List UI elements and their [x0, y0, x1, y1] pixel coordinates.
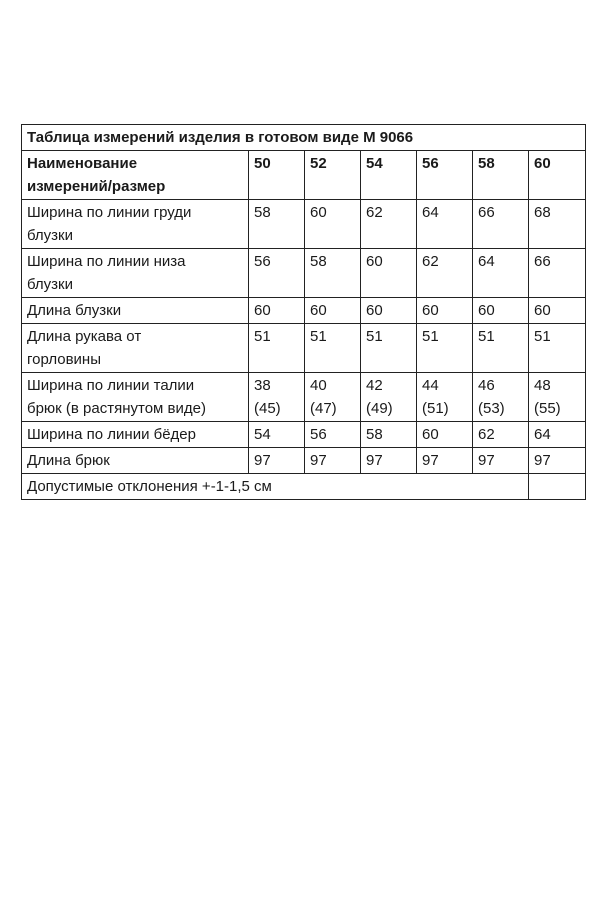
value-main: 42: [366, 377, 383, 394]
header-label-line2: измерений/размер: [27, 178, 166, 195]
size-header-cell: 50: [249, 151, 305, 200]
header-label-line1: Наименование: [27, 155, 138, 172]
table-title: Таблица измерений изделия в готовом виде М 9066: [22, 125, 586, 151]
measurement-sheet: [21, 124, 585, 500]
value-cell: 56: [305, 422, 361, 448]
row-label-cell: [22, 324, 249, 373]
header-label-cell: [22, 151, 249, 200]
row-label-cell: [22, 249, 249, 298]
row-label-line2: брюк (в растянутом виде): [27, 400, 206, 417]
table-row: [22, 448, 586, 474]
value-cell: 60: [305, 200, 361, 249]
value-cell: [249, 373, 305, 422]
size-header-cell: 52: [305, 151, 361, 200]
value-cell: 66: [529, 249, 586, 298]
value-stretched: (47): [310, 400, 337, 417]
value-cell: 54: [249, 422, 305, 448]
size-header-cell: 54: [361, 151, 417, 200]
value-main: 40: [310, 377, 327, 394]
value-cell: 58: [249, 200, 305, 249]
value-cell: 60: [417, 298, 473, 324]
value-cell: 64: [473, 249, 529, 298]
table-title-row: [22, 125, 586, 151]
value-cell: 60: [417, 422, 473, 448]
value-cell: 58: [305, 249, 361, 298]
value-cell: 64: [529, 422, 586, 448]
row-label-cell: [22, 200, 249, 249]
value-cell: [529, 373, 586, 422]
value-cell: 51: [305, 324, 361, 373]
value-cell: 62: [473, 422, 529, 448]
value-cell: 51: [417, 324, 473, 373]
value-cell: 60: [361, 298, 417, 324]
value-cell: [361, 373, 417, 422]
tolerance-note: Допустимые отклонения +-1-1,5 см: [22, 474, 529, 500]
table-footer-row: [22, 474, 586, 500]
row-label-line2: горловины: [27, 351, 101, 368]
value-cell: 62: [361, 200, 417, 249]
value-cell: [417, 373, 473, 422]
value-cell: [305, 373, 361, 422]
value-cell: 97: [473, 448, 529, 474]
value-stretched: (51): [422, 400, 449, 417]
value-cell: 60: [529, 298, 586, 324]
value-cell: 58: [361, 422, 417, 448]
value-cell: 60: [305, 298, 361, 324]
value-stretched: (53): [478, 400, 505, 417]
value-cell: 60: [361, 249, 417, 298]
row-label-line1: Длина рукава от: [27, 328, 142, 345]
value-cell: 64: [417, 200, 473, 249]
value-main: 48: [534, 377, 551, 394]
row-label-cell: Ширина по линии бёдер: [22, 422, 249, 448]
value-stretched: (55): [534, 400, 561, 417]
value-cell: 68: [529, 200, 586, 249]
value-cell: 97: [529, 448, 586, 474]
value-cell: 51: [361, 324, 417, 373]
table-row: [22, 249, 586, 298]
value-cell: 56: [249, 249, 305, 298]
table-row: [22, 200, 586, 249]
value-cell: 62: [417, 249, 473, 298]
row-label-cell: Длина блузки: [22, 298, 249, 324]
value-cell: 66: [473, 200, 529, 249]
value-cell: 60: [249, 298, 305, 324]
size-header-cell: 60: [529, 151, 586, 200]
value-cell: 97: [305, 448, 361, 474]
table-row: [22, 298, 586, 324]
size-header-cell: 56: [417, 151, 473, 200]
row-label-line2: блузки: [27, 276, 73, 293]
size-header-cell: 58: [473, 151, 529, 200]
value-cell: 97: [249, 448, 305, 474]
row-label-line1: Ширина по линии груди: [27, 204, 192, 221]
value-stretched: (49): [366, 400, 393, 417]
value-cell: 97: [417, 448, 473, 474]
table-header-row: [22, 151, 586, 200]
value-cell: 51: [249, 324, 305, 373]
table-row: [22, 422, 586, 448]
value-main: 46: [478, 377, 495, 394]
value-cell: [473, 373, 529, 422]
value-cell: 51: [473, 324, 529, 373]
empty-cell: [529, 474, 586, 500]
value-main: 44: [422, 377, 439, 394]
measurement-table: [21, 124, 586, 500]
row-label-line1: Ширина по линии талии: [27, 377, 195, 394]
row-label-line1: Ширина по линии низа: [27, 253, 186, 270]
table-row: [22, 373, 586, 422]
row-label-line2: блузки: [27, 227, 73, 244]
row-label-cell: [22, 373, 249, 422]
value-main: 38: [254, 377, 271, 394]
value-cell: 51: [529, 324, 586, 373]
row-label-cell: Длина брюк: [22, 448, 249, 474]
value-cell: 60: [473, 298, 529, 324]
table-row: [22, 324, 586, 373]
value-stretched: (45): [254, 400, 281, 417]
value-cell: 97: [361, 448, 417, 474]
